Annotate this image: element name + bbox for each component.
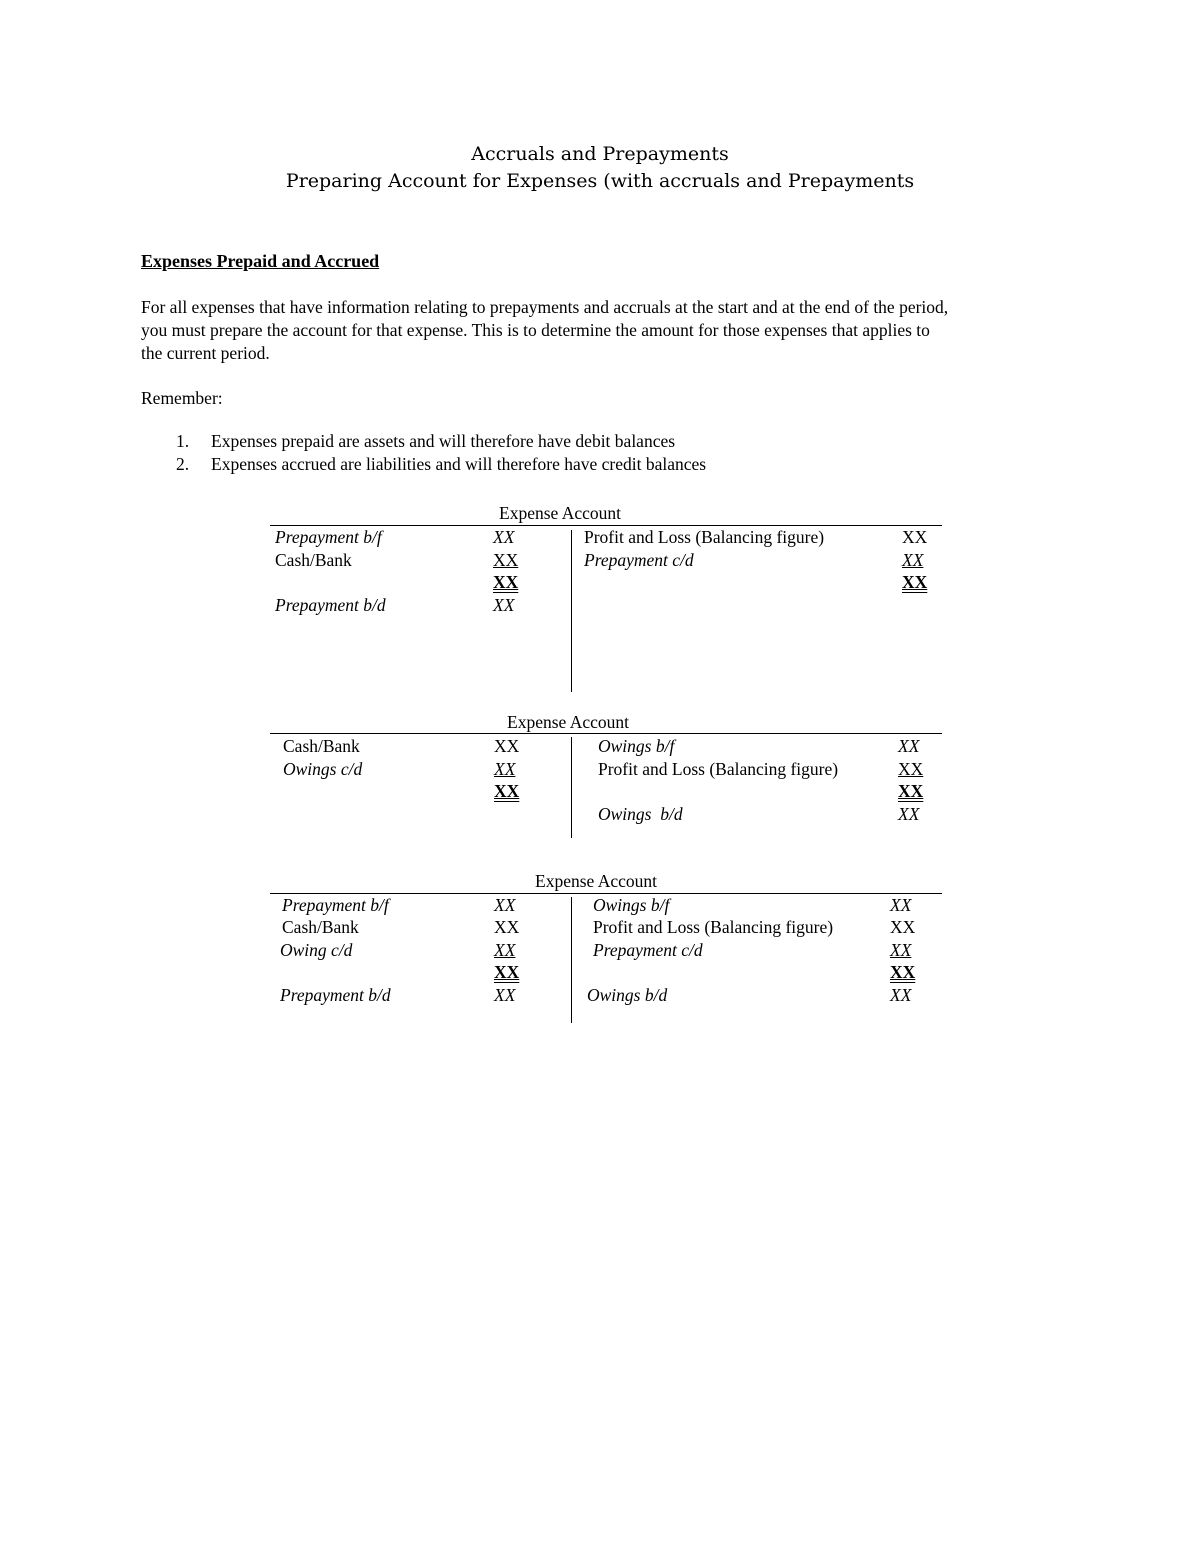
debit-label: Cash/Bank [283,736,360,756]
remember-label: Remember: [141,388,223,408]
debit-amount: XX [494,940,516,960]
debit-amount: XX [493,595,515,615]
account-divider [571,897,572,1023]
debit-label: Owing c/d [280,940,353,960]
credit-total: XX [890,962,916,982]
debit-label: Cash/Bank [282,917,359,937]
debit-amount: XX [494,985,516,1005]
debit-label: Owings c/d [283,759,363,779]
debit-total: XX [494,781,520,801]
credit-amount: XX [890,985,912,1005]
account-divider [571,737,572,838]
credit-label: Owings b/f [598,736,675,756]
credit-label: Owings b/f [593,895,670,915]
debit-label: Prepayment b/f [282,895,389,915]
section-heading: Expenses Prepaid and Accrued [141,251,380,271]
list-number-1: 1. [176,431,190,451]
page-subtitle: Preparing Account for Expenses (with accruals and Prepayments [285,170,915,192]
credit-label: Profit and Loss (Balancing figure) [593,917,834,937]
debit-amount: XX [493,550,519,570]
intro-line-2: you must prepare the account for that expense. This is to determine the amount for those expenses that applies to [141,320,930,340]
list-number-2: 2. [176,454,190,474]
debit-label: Cash/Bank [275,550,352,570]
debit-amount: XX [493,527,515,547]
credit-amount: XX [902,527,928,547]
credit-amount: XX [902,550,924,570]
account-title: Expense Account [507,712,629,732]
credit-label: Profit and Loss (Balancing figure) [598,759,839,779]
credit-amount: XX [898,804,920,824]
credit-amount: XX [890,895,912,915]
account-title: Expense Account [499,503,621,523]
list-item-1: Expenses prepaid are assets and will therefore have debit balances [211,431,676,451]
debit-amount: XX [494,917,520,937]
debit-total: XX [494,962,520,982]
intro-line-3: the current period. [141,343,270,363]
account-divider [571,530,572,692]
debit-label: Prepayment b/d [280,985,391,1005]
intro-line-1: For all expenses that have information relating to prepayments and accruals at the start and at the end of the period, [141,297,949,317]
debit-label: Prepayment b/d [275,595,386,615]
list-item-2: Expenses accrued are liabilities and will therefore have credit balances [211,454,707,474]
credit-label: Prepayment c/d [584,550,694,570]
account-title: Expense Account [535,871,657,891]
debit-amount: XX [494,895,516,915]
debit-amount: XX [494,736,520,756]
debit-label: Prepayment b/f [275,527,382,547]
credit-amount: XX [898,736,920,756]
credit-amount: XX [890,917,916,937]
credit-total: XX [898,781,924,801]
credit-label: Owings b/d [598,804,683,824]
credit-label: Profit and Loss (Balancing figure) [584,527,825,547]
credit-label: Owings b/d [587,985,668,1005]
page-title: Accruals and Prepayments [471,143,729,165]
debit-amount: XX [494,759,516,779]
credit-amount: XX [898,759,924,779]
credit-total: XX [902,572,928,592]
account-top-rule [270,733,942,734]
credit-amount: XX [890,940,912,960]
credit-label: Prepayment c/d [593,940,703,960]
debit-total: XX [493,572,519,592]
